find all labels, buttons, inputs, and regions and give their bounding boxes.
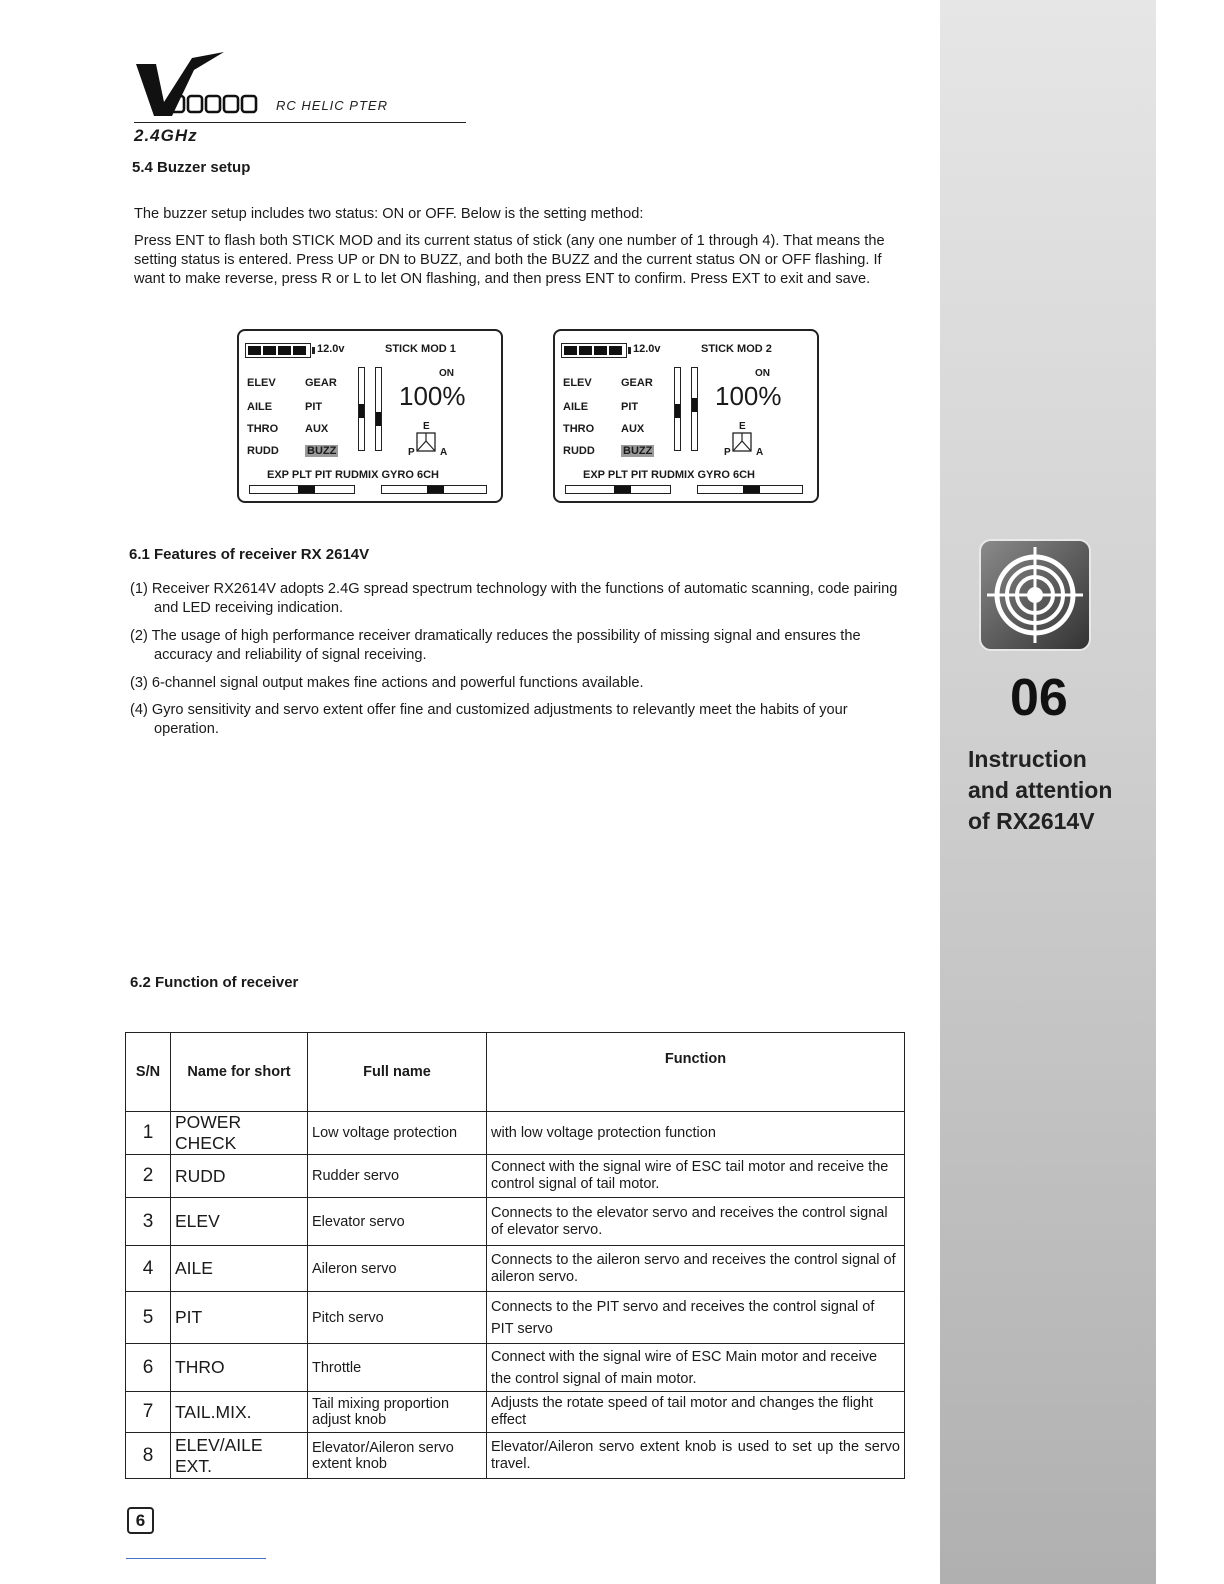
gauge-label: E [739,421,746,432]
table-row [126,1155,905,1198]
chapter-title [968,744,1112,837]
percent-readout: 100% [715,381,782,411]
buzz-label-highlighted: BUZZ [623,445,653,457]
table-cell: Connects to the PIT servo and receives the control signal of PIT servo [487,1292,905,1344]
table-cell: Throttle [308,1344,487,1392]
table-cell: Rudder servo [308,1155,487,1198]
percent-readout: 100% [399,381,466,411]
trim-bar [565,485,671,494]
stick-mode-label: STICK MOD 2 [701,343,772,355]
table-row [126,1292,905,1344]
receiver-function-table [125,1032,905,1479]
table-row [126,1392,905,1433]
voodoo-logo-graphic [134,50,274,120]
section-heading-6-1: 6.1 Features of receiver RX 2614V [129,546,370,563]
table-cell: ELEV [171,1198,308,1246]
chapter-title-line: Instruction [968,746,1087,772]
column-header: Function [487,1033,905,1112]
section-heading-5-4: 5.4 Buzzer setup [132,159,251,176]
lcd-screen-2 [553,329,819,503]
chapter-title-line: of RX2614V [968,808,1095,834]
target-icon-graphic [981,541,1089,649]
table-cell: TAIL.MIX. [171,1392,308,1433]
table-cell: 6 [126,1344,171,1392]
channel-label: ELEV [563,377,592,389]
buzzer-instructions: Press ENT to flash both STICK MOD and its current status of stick (any one number of 1 through 4). That means the setting status is entered. Press UP or DN to BUZZ, and both the BUZZ and the current status ON or OFF flashing. If want to make reverse, press R or L to let ON flashing, and then press ENT to confirm. Press EXT to exit and save. [134,233,885,287]
stick-bar [691,367,698,451]
gauge-label: A [756,447,764,458]
brand-logo [134,50,274,125]
table-cell: 1 [126,1112,171,1155]
feature-item: (4) Gyro sensitivity and servo extent offer fine and customized adjustments to relevantly meet the habits of your operation. [130,702,848,737]
function-row-label: EXP PLT PIT RUDMIX GYRO 6CH [267,469,439,481]
channel-label: GEAR [305,377,337,389]
table-cell: ELEV/AILE EXT. [171,1433,308,1479]
table-cell: with low voltage protection function [487,1112,905,1155]
channel-label: THRO [563,423,595,435]
chapter-number: 06 [1010,669,1068,727]
stick-bar [674,367,681,451]
function-row-label: EXP PLT PIT RUDMIX GYRO 6CH [583,469,755,481]
table-cell: Aileron servo [308,1246,487,1292]
gauge-label: A [440,447,448,458]
gauge-label: P [724,447,731,458]
table-cell: Connects to the elevator servo and receives the control signal of elevator servo. [487,1198,905,1246]
feature-item: (3) 6-channel signal output makes fine actions and powerful functions available. [130,675,644,691]
battery-icon [245,343,311,358]
brand-band: 2.4GHz [134,126,198,145]
brand-name [134,50,135,51]
buzzer-intro: The buzzer setup includes two status: ON or OFF. Below is the setting method: [134,206,644,222]
table-cell: Elevator/Aileron servo extent knob is used to set up the servo travel. [487,1433,905,1479]
gauge-label: E [423,421,430,432]
table-cell: 3 [126,1198,171,1246]
table-cell: Connect with the signal wire of ESC Main motor and receive the control signal of main motor. [487,1344,905,1392]
lcd-screen-1 [237,329,503,503]
table-cell: 7 [126,1392,171,1433]
table-row [126,1198,905,1246]
table-cell: Adjusts the rotate speed of tail motor and changes the flight effect [487,1392,905,1433]
table-row [126,1246,905,1292]
table-cell: AILE [171,1246,308,1292]
channel-label: PIT [305,401,323,413]
table-cell: Connect with the signal wire of ESC tail motor and receive the control signal of tail motor. [487,1155,905,1198]
channel-label: AUX [305,423,329,435]
channel-label: PIT [621,401,639,413]
footer-divider [126,1558,266,1559]
table-cell: 2 [126,1155,171,1198]
voltage-readout: 12.0v [317,343,345,355]
chapter-title-line: and attention [968,777,1113,803]
feature-item: (2) The usage of high performance receiver dramatically reduces the possibility of missing signal and ensures the accuracy and reliability of signal receiving. [130,628,861,663]
channel-label: GEAR [621,377,653,389]
table-cell: 5 [126,1292,171,1344]
stick-bar [375,367,382,451]
voltage-readout: 12.0v [633,343,661,355]
header-divider [134,122,466,123]
channel-label: AILE [563,401,589,413]
stick-bar [358,367,365,451]
buzz-label-highlighted: BUZZ [307,445,337,457]
brand-subtitle: RC HELIC PTER [276,98,388,113]
table-cell: Tail mixing proportion adjust knob [308,1392,487,1433]
channel-label: THRO [247,423,279,435]
table-row [126,1112,905,1155]
trim-bar [381,485,487,494]
column-header: Full name [308,1033,487,1112]
channel-label: ELEV [247,377,276,389]
channel-label: RUDD [563,445,595,457]
status-label: ON [439,368,454,379]
channel-label: AUX [621,423,645,435]
channel-label: RUDD [247,445,279,457]
table-cell: Low voltage protection [308,1112,487,1155]
table-cell: Pitch servo [308,1292,487,1344]
table-row [126,1433,905,1479]
table-cell: 4 [126,1246,171,1292]
page-number: 6 [127,1507,154,1534]
table-header-row [126,1033,905,1112]
gauge-label: P [408,447,415,458]
stick-mode-label: STICK MOD 1 [385,343,456,355]
page-margin [1156,0,1224,1584]
table-row [126,1344,905,1392]
pitch-gauge-icon [731,431,753,453]
pitch-gauge-icon [415,431,437,453]
table-cell: THRO [171,1344,308,1392]
table-cell: POWER CHECK [171,1112,308,1155]
status-label: ON [755,368,770,379]
table-cell: Elevator/Aileron servo extent knob [308,1433,487,1479]
table-cell: RUDD [171,1155,308,1198]
trim-bar [249,485,355,494]
column-header: S/N [126,1033,171,1112]
section-heading-6-2: 6.2 Function of receiver [130,974,299,991]
table-cell: PIT [171,1292,308,1344]
battery-icon [561,343,627,358]
table-cell: Connects to the aileron servo and receives the control signal of aileron servo. [487,1246,905,1292]
channel-label: AILE [247,401,273,413]
column-header: Name for short [171,1033,308,1112]
trim-bar [697,485,803,494]
table-cell: Elevator servo [308,1198,487,1246]
target-icon [979,539,1091,651]
feature-item: (1) Receiver RX2614V adopts 2.4G spread spectrum technology with the functions of automatic scanning, code pairing and LED receiving indication. [130,581,898,616]
table-cell: 8 [126,1433,171,1479]
